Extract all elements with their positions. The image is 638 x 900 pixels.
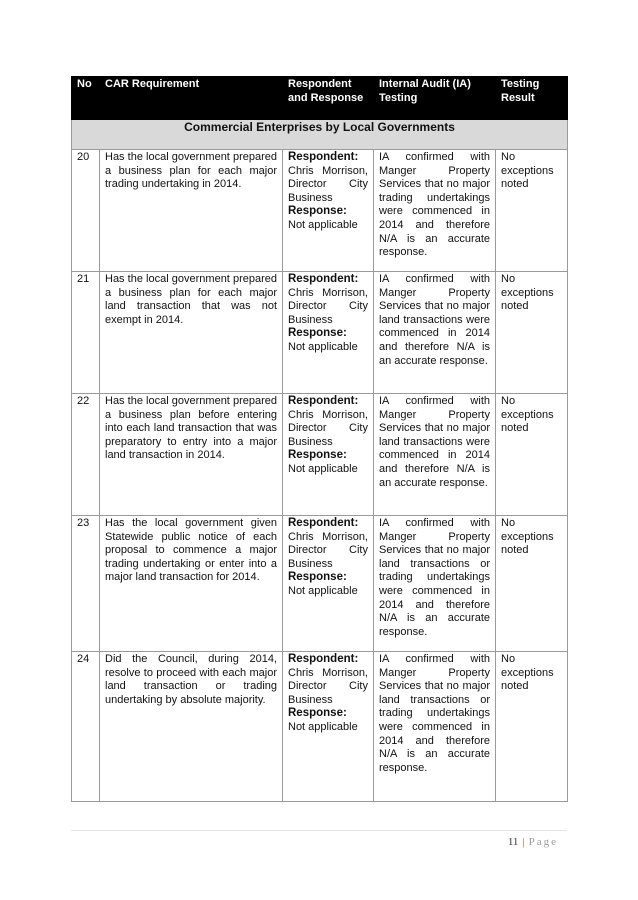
- table-row: [72, 272, 568, 394]
- row-number: 22: [72, 394, 100, 516]
- row-number: 21: [72, 272, 100, 394]
- response-label: Response:: [288, 707, 347, 720]
- respondent-cell: [283, 652, 374, 802]
- row-number: 20: [72, 150, 100, 272]
- response-value: Not applicable: [288, 218, 358, 231]
- section-title: Commercial Enterprises by Local Governments: [72, 120, 568, 150]
- footer-separator: |: [522, 836, 525, 848]
- table-row: [72, 150, 568, 272]
- response-value: Not applicable: [288, 340, 358, 353]
- respondent-name: Chris Morrison, Director City Business: [288, 530, 368, 570]
- response-value: Not applicable: [288, 584, 358, 597]
- respondent-name: Chris Morrison, Director City Business: [288, 666, 368, 706]
- respondent-cell: [283, 394, 374, 516]
- footer-divider: [71, 830, 567, 831]
- row-number: 23: [72, 516, 100, 652]
- row-number: 24: [72, 652, 100, 802]
- section-row: [72, 120, 568, 150]
- response-label: Response:: [288, 205, 347, 218]
- ia-testing-cell: IA confirmed with Manger Property Services that no major land transactions were commenced in 2014 and therefore N/A is an accurate response.: [374, 272, 496, 394]
- respondent-label: Respondent:: [288, 517, 359, 529]
- car-audit-table: [71, 76, 568, 802]
- car-requirement-cell: Has the local government prepared a business plan before entering into each land transaction that was preparatory to entry into a major land transaction in 2014.: [100, 394, 283, 516]
- respondent-label: Respondent:: [288, 395, 359, 407]
- respondent-cell: [283, 150, 374, 272]
- respondent-name: Chris Morrison, Director City Business: [288, 164, 368, 204]
- page-word: Page: [528, 836, 558, 848]
- testing-result-cell: No exceptions noted: [496, 516, 568, 652]
- table-header-row: [72, 77, 568, 120]
- response-label: Response:: [288, 571, 347, 584]
- testing-result-cell: No exceptions noted: [496, 652, 568, 802]
- header-respondent-response: Respondent and Response: [283, 77, 374, 120]
- ia-testing-cell: IA confirmed with Manger Property Services that no major land transactions were commenced in 2014 and therefore N/A is an accurate response.: [374, 394, 496, 516]
- response-value: Not applicable: [288, 720, 358, 733]
- table-row: [72, 394, 568, 516]
- testing-result-cell: No exceptions noted: [496, 272, 568, 394]
- response-label: Response:: [288, 327, 347, 340]
- header-no: No: [72, 77, 100, 120]
- car-requirement-cell: Has the local government prepared a business plan for each major trading undertaking in 2014.: [100, 150, 283, 272]
- testing-result-cell: No exceptions noted: [496, 394, 568, 516]
- response-label: Response:: [288, 449, 347, 462]
- car-requirement-cell: Did the Council, during 2014, resolve to proceed with each major land transaction or trading undertaking by absolute majority.: [100, 652, 283, 802]
- respondent-name: Chris Morrison, Director City Business: [288, 408, 368, 448]
- car-requirement-cell: Has the local government prepared a business plan for each major land transaction that was not exempt in 2014.: [100, 272, 283, 394]
- testing-result-cell: No exceptions noted: [496, 150, 568, 272]
- respondent-name: Chris Morrison, Director City Business: [288, 286, 368, 326]
- table-row: [72, 516, 568, 652]
- ia-testing-cell: IA confirmed with Manger Property Services that no major land transactions or trading undertakings were commenced in 2014 and therefore N/A is an accurate response.: [374, 516, 496, 652]
- respondent-cell: [283, 272, 374, 394]
- car-requirement-cell: Has the local government given Statewide public notice of each proposal to commence a major trading undertaking or enter into a major land transaction for 2014.: [100, 516, 283, 652]
- header-testing-result: Testing Result: [496, 77, 568, 120]
- respondent-label: Respondent:: [288, 273, 359, 285]
- respondent-label: Respondent:: [288, 151, 359, 163]
- respondent-cell: [283, 516, 374, 652]
- header-internal-audit-testing: Internal Audit (IA) Testing: [374, 77, 496, 120]
- table-row: [72, 652, 568, 802]
- ia-testing-cell: IA confirmed with Manger Property Services that no major land transactions or trading undertakings were commenced in 2014 and therefore N/A is an accurate response.: [374, 652, 496, 802]
- ia-testing-cell: IA confirmed with Manger Property Services that no major trading undertakings were commenced in 2014 and therefore N/A is an accurate response.: [374, 150, 496, 272]
- page-number: 11: [507, 836, 519, 848]
- header-car-requirement: CAR Requirement: [100, 77, 283, 120]
- response-value: Not applicable: [288, 462, 358, 475]
- page-footer: [508, 836, 558, 848]
- respondent-label: Respondent:: [288, 653, 359, 665]
